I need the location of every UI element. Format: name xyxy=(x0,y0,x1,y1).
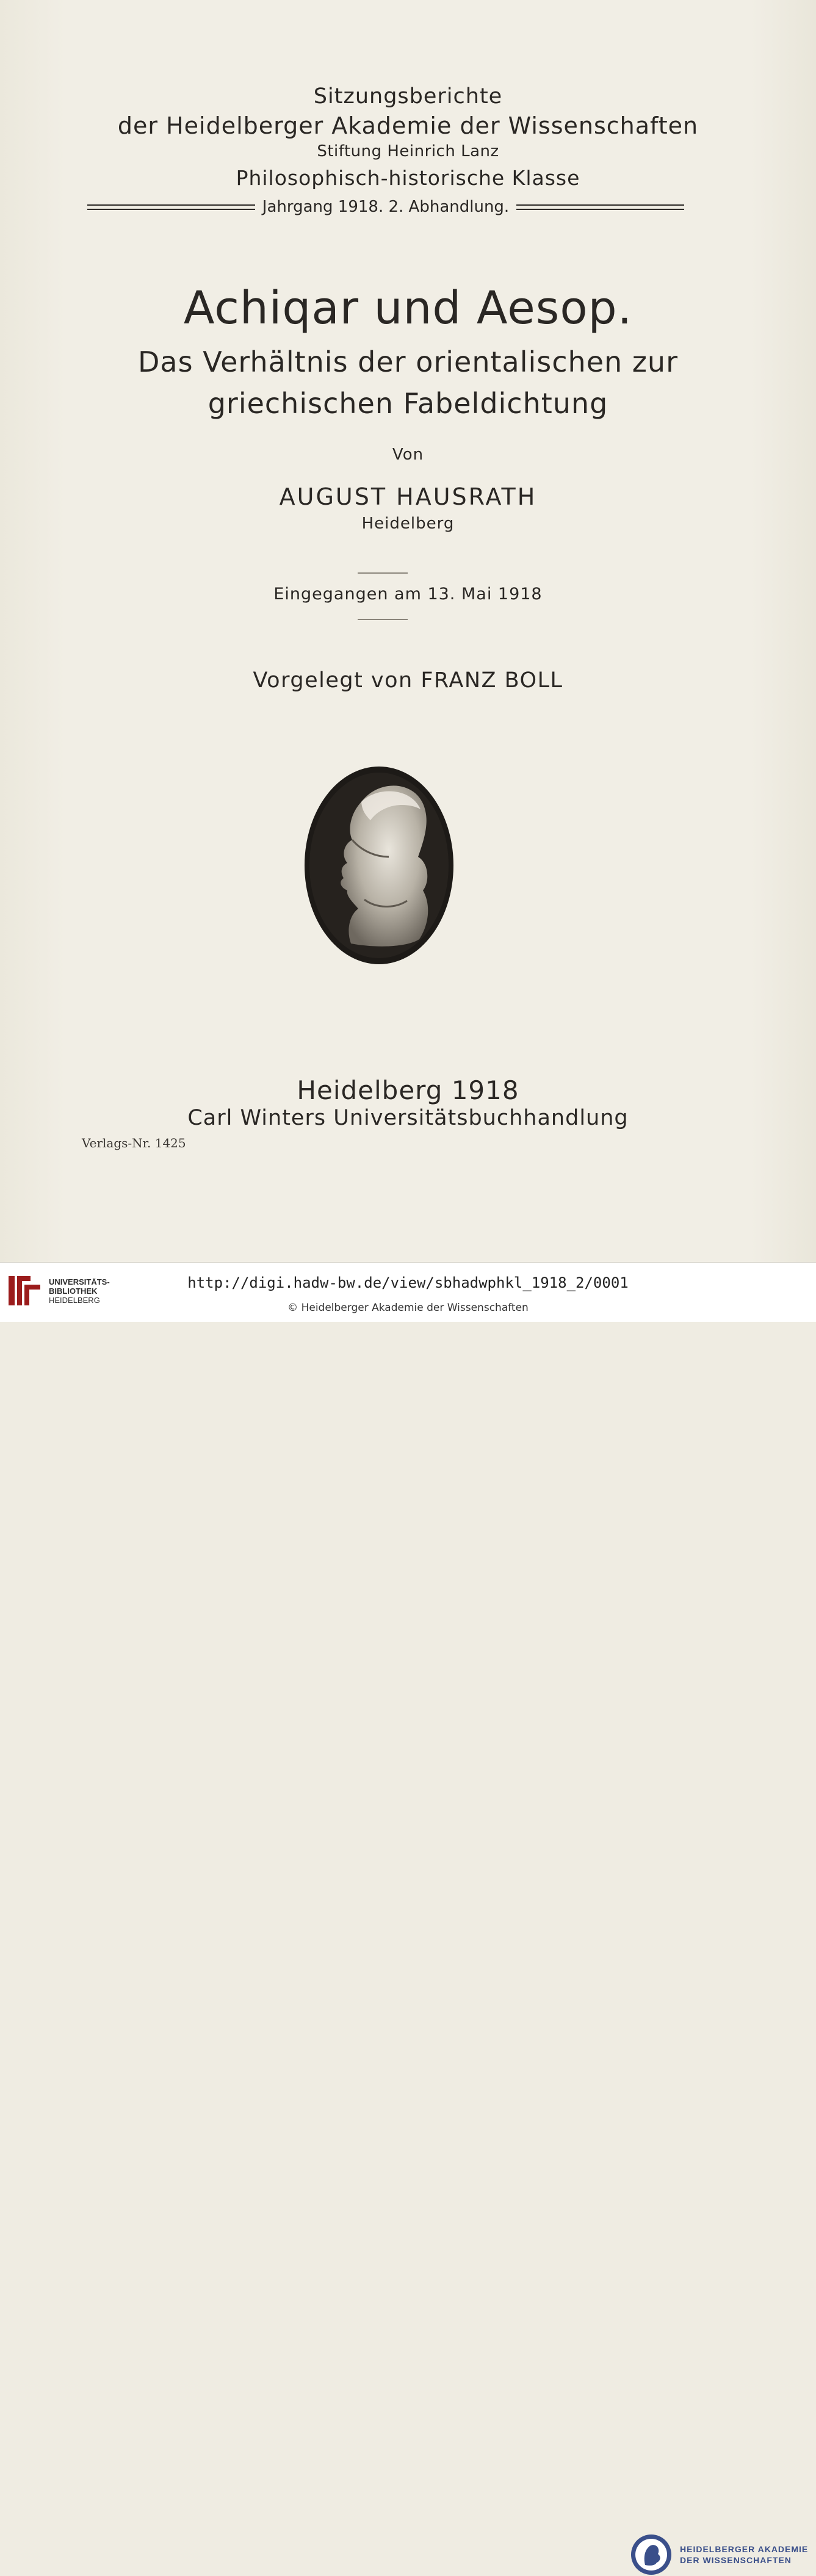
academy-name: der Heidelberger Akademie der Wissenschaften xyxy=(117,112,699,139)
page-title: Achiqar und Aesop. xyxy=(183,282,633,334)
academy-seal-icon xyxy=(630,2533,673,2576)
publisher-place-year: Heidelberg 1918 xyxy=(297,1075,519,1105)
divider-top xyxy=(358,572,408,574)
issue-rule xyxy=(87,198,684,216)
issue-info: Jahrgang 1918. 2. Abhandlung. xyxy=(262,198,510,216)
permalink-url[interactable]: http://digi.hadw-bw.de/view/sbhadwphkl_1918_2/0001 xyxy=(187,1274,629,1291)
athena-seal-image xyxy=(303,765,455,965)
presented-by: Vorgelegt von FRANZ BOLL xyxy=(253,668,563,693)
foundation-name: Stiftung Heinrich Lanz xyxy=(317,142,499,161)
author-prefix: Von xyxy=(392,446,424,464)
author-name: AUGUST HAUSRATH xyxy=(279,483,537,510)
academy-logo[interactable] xyxy=(630,2533,808,2576)
library-name-line-1: UNIVERSITÄTS- xyxy=(49,1277,110,1286)
library-name-line-2: BIBLIOTHEK xyxy=(49,1286,98,1296)
academy-name-footer xyxy=(680,2544,808,2566)
academy-name-line-1: HEIDELBERGER AKADEMIE xyxy=(680,2544,809,2554)
received-date: Eingegangen am 13. Mai 1918 xyxy=(273,585,543,604)
double-rule-left xyxy=(87,204,255,210)
class-name: Philosophisch-historische Klasse xyxy=(236,166,580,190)
copyright-notice: © Heidelberger Akademie der Wissenschaften xyxy=(287,1302,529,1314)
divider-bottom xyxy=(358,619,408,620)
double-rule-right xyxy=(516,204,684,210)
verlag-number: Verlags-Nr. 1425 xyxy=(82,1136,186,1150)
subtitle-line-1: Das Verhältnis der orientalischen zur xyxy=(138,345,678,378)
series-title: Sitzungsberichte xyxy=(313,84,503,109)
subtitle-line-2: griechischen Fabeldichtung xyxy=(208,387,608,420)
scanned-page xyxy=(0,0,816,1262)
academy-name-line-2: DER WISSENSCHAFTEN xyxy=(680,2555,792,2565)
library-name-line-3: HEIDELBERG xyxy=(49,1295,100,1305)
publisher-name: Carl Winters Universitätsbuchhandlung xyxy=(187,1106,629,1130)
author-place: Heidelberg xyxy=(361,514,455,533)
